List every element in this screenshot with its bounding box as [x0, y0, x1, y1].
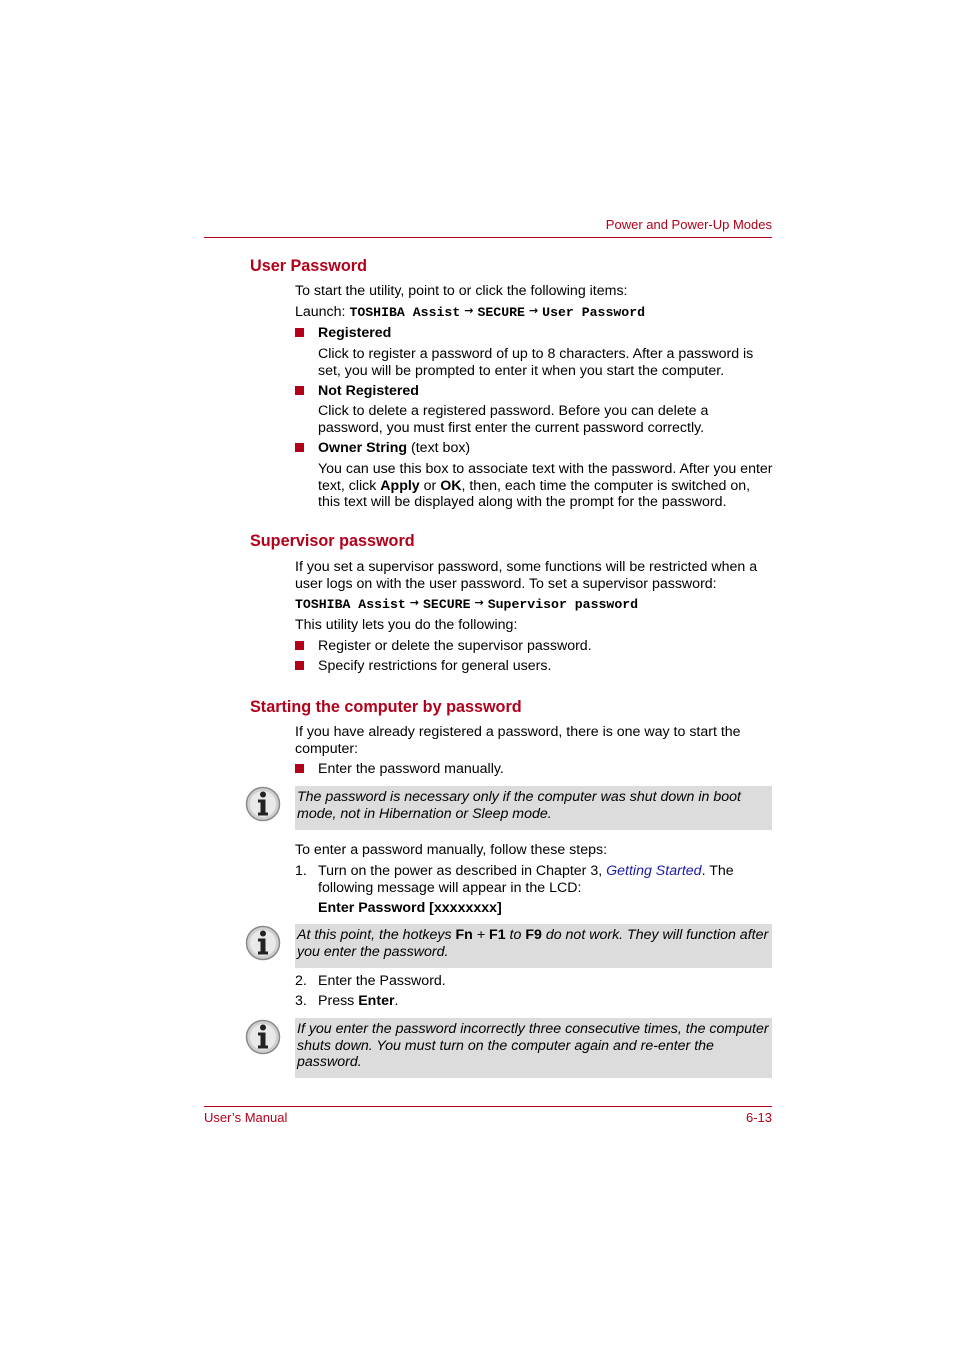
- getting-started-link[interactable]: Getting Started: [606, 863, 702, 879]
- square-bullet-icon: [295, 325, 307, 342]
- step-text: Press Enter.: [318, 993, 399, 1009]
- item-title: Registered: [318, 325, 392, 341]
- launch-line: [295, 304, 775, 322]
- info-icon: [245, 786, 281, 822]
- arrow-icon: →: [409, 596, 420, 609]
- item-title: Owner String (text box): [318, 440, 471, 456]
- square-bullet-icon: [295, 638, 307, 655]
- step-number: 3.: [295, 993, 307, 1009]
- path-step: Supervisor password: [487, 597, 639, 612]
- running-header: Power and Power-Up Modes: [605, 217, 772, 232]
- list-item: Register or delete the supervisor password.: [318, 638, 592, 654]
- arrow-icon: →: [528, 304, 539, 317]
- step-text: Turn on the power as described in Chapter 3, Getting Started. The following message will appear in the LCD:: [318, 863, 734, 896]
- user-password-intro: To start the utility, point to or click the following items:: [295, 283, 628, 299]
- manual-title: User’s Manual: [204, 1110, 288, 1125]
- info-icon: [245, 1019, 281, 1055]
- path-step: TOSHIBA Assist: [295, 597, 406, 612]
- footer-rule: [204, 1106, 772, 1107]
- list-item: Enter the password manually.: [318, 761, 504, 777]
- user-password-heading: User Password: [250, 257, 367, 275]
- item-description: Click to delete a registered password. Before you can delete a password, you must first enter the current password correctly.: [318, 403, 709, 436]
- utility-intro: This utility lets you do the following:: [295, 617, 518, 633]
- header-rule: [204, 237, 772, 238]
- note-box: If you enter the password incorrectly three consecutive times, the computer shuts down. You must turn on the computer again and re-enter the password.: [295, 1018, 772, 1078]
- launch-step: TOSHIBA Assist: [349, 305, 461, 320]
- launch-step: User Password: [542, 305, 646, 320]
- square-bullet-icon: [295, 658, 307, 675]
- supervisor-path: [295, 596, 775, 614]
- page-number: 6-13: [745, 1110, 772, 1125]
- step-text: Enter the Password.: [318, 973, 446, 989]
- page-footer: [204, 1110, 772, 1127]
- square-bullet-icon: [295, 440, 307, 457]
- steps-intro: To enter a password manually, follow these steps:: [295, 842, 608, 858]
- item-description: You can use this box to associate text with the password. After you enter text, click Apply or OK, then, each time the computer is switched on, this text will be displayed along with the prompt for the password.: [318, 461, 773, 510]
- note-box: At this point, the hotkeys Fn + F1 to F9 do not work. They will function after you enter the password.: [295, 924, 772, 968]
- supervisor-password-heading: Supervisor password: [250, 532, 415, 550]
- square-bullet-icon: [295, 383, 307, 400]
- item-title: Not Registered: [318, 383, 419, 399]
- item-description: Click to register a password of up to 8 characters. After a password is set, you will be prompted to enter it when you start the computer.: [318, 346, 754, 379]
- supervisor-intro: If you set a supervisor password, some functions will be restricted when a user logs on with the user password. To set a supervisor password:: [295, 559, 758, 592]
- lcd-message: Enter Password [xxxxxxxx]: [318, 900, 502, 916]
- launch-step: SECURE: [477, 305, 525, 320]
- arrow-icon: →: [474, 596, 484, 609]
- launch-prefix: Launch:: [295, 304, 350, 320]
- note-box: The password is necessary only if the computer was shut down in boot mode, not in Hibernation or Sleep mode.: [295, 786, 772, 830]
- arrow-icon: →: [464, 304, 474, 317]
- starting-heading: Starting the computer by password: [250, 698, 522, 716]
- starting-intro: If you have already registered a password, there is one way to start the computer:: [295, 724, 741, 757]
- step-number: 2.: [295, 973, 307, 989]
- step-number: 1.: [295, 863, 307, 879]
- info-icon: [245, 925, 281, 961]
- square-bullet-icon: [295, 761, 307, 778]
- list-item: Specify restrictions for general users.: [318, 658, 552, 674]
- path-step: SECURE: [423, 597, 471, 612]
